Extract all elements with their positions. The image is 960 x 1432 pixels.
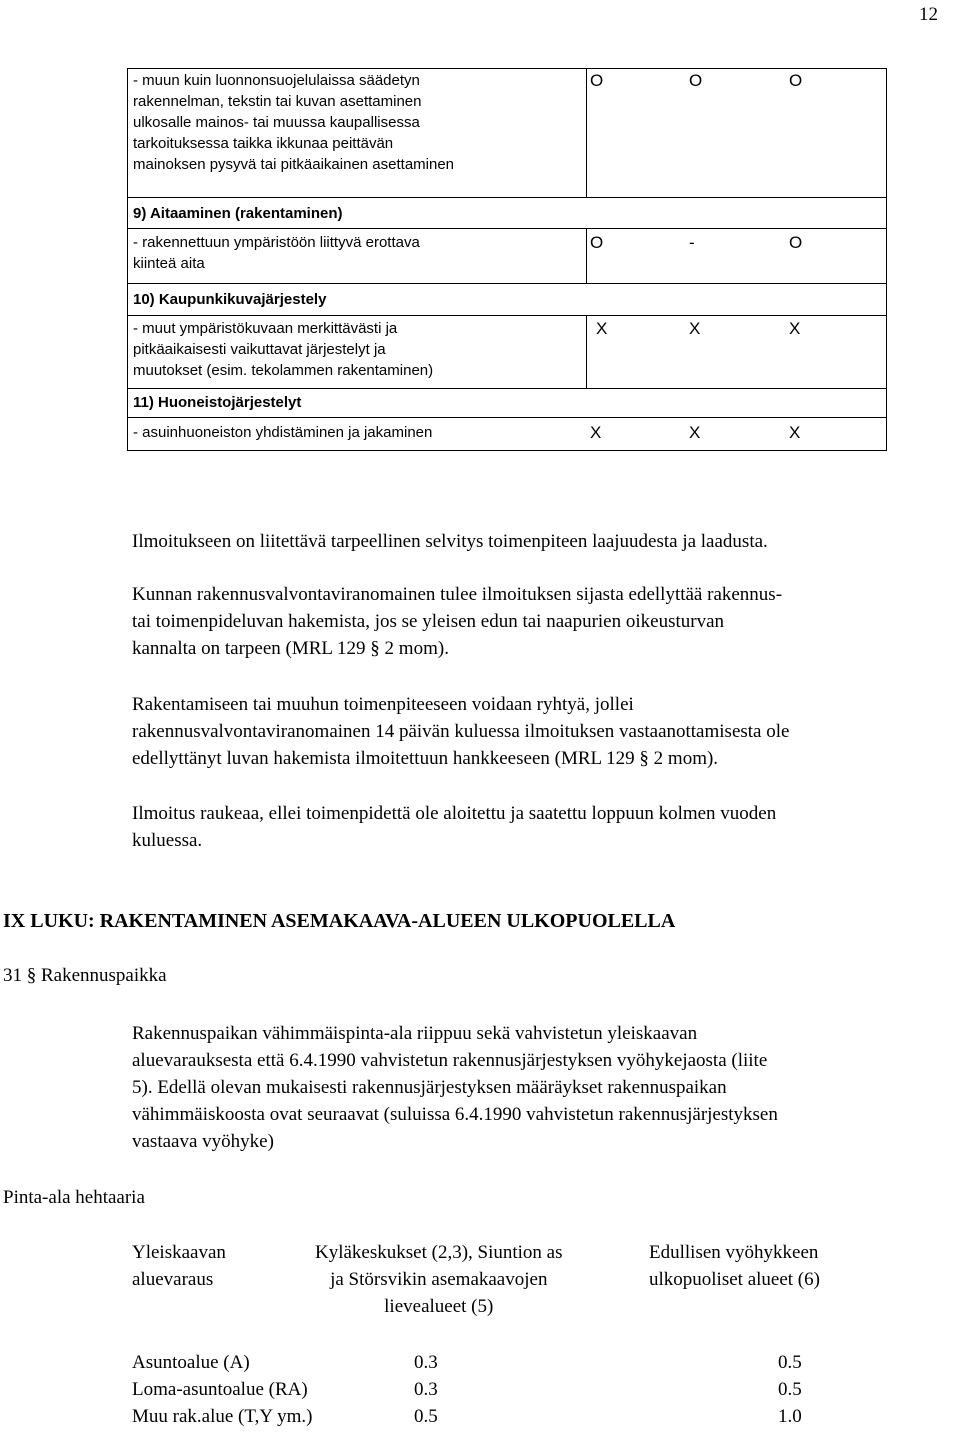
mark: X: [590, 423, 602, 442]
section-paragraph: [132, 1020, 778, 1155]
paragraph: [132, 691, 789, 772]
mark: O: [689, 71, 703, 90]
paragraph: [132, 800, 776, 854]
row-heading: 9) Aitaaminen (rakentaminen): [133, 205, 343, 222]
side-label: Pinta-ala hehtaaria: [3, 1187, 145, 1208]
row-heading: 10) Kaupunkikuvajärjestely: [133, 291, 327, 308]
paragraph-line: 5). Edellä olevan mukaisesti rakennusjärjestyksen määräykset rakennuspaikan: [132, 1077, 727, 1098]
procedure-table: [127, 68, 887, 451]
paragraph-line: kannalta on tarpeen (MRL 129 § 2 mom).: [132, 638, 449, 659]
table-row: [127, 229, 887, 284]
row-text: - rakennettuun ympäristöön liittyvä erottava: [133, 234, 420, 251]
table-row: [127, 68, 887, 198]
mark: X: [596, 319, 608, 338]
paragraph-line: vastaava vyöhyke): [132, 1131, 274, 1152]
mark: X: [789, 319, 801, 338]
row-text: - muun kuin luonnonsuojelulaissa säädetyn: [133, 72, 420, 89]
table-row: [127, 418, 887, 451]
mark: O: [789, 71, 803, 90]
paragraph-line: kuluessa.: [132, 830, 203, 851]
row-text: kiinteä aita: [133, 255, 205, 272]
table-row: [127, 198, 887, 229]
row-heading: 11) Huoneistojärjestelyt: [133, 394, 302, 411]
paragraph-line: aluevarauksesta että 6.4.1990 vahvistetun rakennusjärjestyksen vyöhykejaosta (liite: [132, 1050, 768, 1071]
column-header: Kyläkeskukset (2,3), Siuntion as ja Störsvikin asemakaavojen lievealueet (5): [315, 1242, 563, 1317]
chapter-heading: IX LUKU: RAKENTAMINEN ASEMAKAAVA-ALUEEN ULKOPUOLELLA: [3, 910, 676, 932]
paragraph-line: tai toimenpideluvan hakemista, jos se yleisen edun tai naapurien oikeusturvan: [132, 611, 725, 632]
paragraph-line: vähimmäiskoosta ovat seuraavat (suluissa 6.4.1990 vahvistetun rakennusjärjestyksen: [132, 1104, 778, 1125]
mark: X: [689, 423, 701, 442]
mark: X: [689, 319, 701, 338]
paragraph-line: Rakennuspaikan vähimmäispinta-ala riippuu sekä vahvistetun yleiskaavan: [132, 1023, 698, 1044]
value-column: 0.3 0.3 0.5: [414, 1352, 438, 1427]
section-title: 31 § Rakennuspaikka: [3, 965, 167, 986]
row-text: tarkoituksessa taikka ikkunaa peittävän: [133, 135, 394, 152]
mark: O: [590, 233, 604, 252]
value-column: 0.5 0.5 1.0: [778, 1352, 802, 1427]
paragraph-line: edellyttänyt luvan hakemista ilmoitettuun hankkeeseen (MRL 129 § 2 mom).: [132, 748, 719, 769]
paragraph-line: Ilmoitukseen on liitettävä tarpeellinen selvitys toimenpiteen laajuudesta ja laadusta.: [132, 531, 768, 552]
row-text: - muut ympäristökuvaan merkittävästi ja: [133, 320, 398, 337]
paragraph: [132, 581, 782, 662]
table-row: [127, 389, 887, 418]
row-text: rakennelman, tekstin tai kuvan asettaminen: [133, 93, 422, 110]
column-header: Yleiskaavan aluevaraus: [132, 1242, 226, 1290]
row-text: muutokset (esim. tekolammen rakentaminen): [133, 362, 434, 379]
table-row: [127, 316, 887, 389]
row-text: ulkosalle mainos- tai muussa kaupallisessa: [133, 114, 420, 131]
page-number: 12: [919, 4, 938, 25]
mark: -: [689, 233, 695, 252]
row-text: pitkäaikaisesti vaikuttavat järjestelyt ja: [133, 341, 386, 358]
paragraph-line: Kunnan rakennusvalvontaviranomainen tulee ilmoituksen sijasta edellyttää rakennus-: [132, 584, 783, 605]
column-header: Edullisen vyöhykkeen ulkopuoliset alueet (6): [649, 1242, 820, 1290]
row-text: - asuinhuoneiston yhdistäminen ja jakaminen: [133, 424, 433, 441]
mark: O: [789, 233, 803, 252]
table-row: [127, 284, 887, 316]
mark: O: [590, 71, 604, 90]
paragraph-line: Rakentamiseen tai muuhun toimenpiteeseen voidaan ryhtyä, jollei: [132, 694, 634, 715]
mark: X: [789, 423, 801, 442]
paragraph: [132, 528, 768, 555]
row-text: mainoksen pysyvä tai pitkäaikainen asettaminen: [133, 156, 455, 173]
paragraph-line: rakennusvalvontaviranomainen 14 päivän kuluessa ilmoituksen vastaanottamisesta ole: [132, 721, 790, 742]
table-row: Asuntoalue (A) Loma-asuntoalue (RA) Muu rak.alue (T,Y ym.): [132, 1352, 313, 1427]
paragraph-line: Ilmoitus raukeaa, ellei toimenpidettä ole aloitettu ja saatettu loppuun kolmen vuoden: [132, 803, 777, 824]
